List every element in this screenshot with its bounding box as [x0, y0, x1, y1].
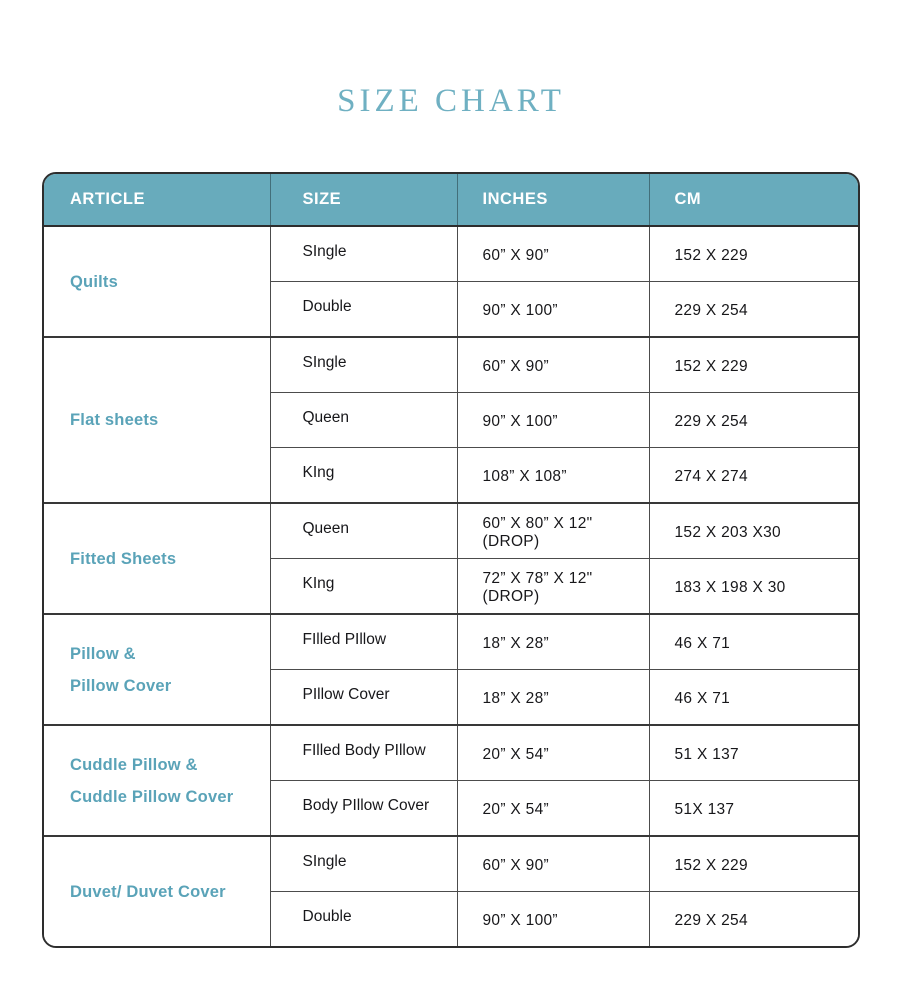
article-cell-pillow: [44, 614, 270, 725]
size-chart-table: [42, 172, 860, 948]
size-cell: Queen: [270, 503, 457, 559]
size-cell: PIllow Cover: [270, 670, 457, 726]
table-row: [44, 836, 858, 892]
page-title: SIZE CHART: [337, 83, 565, 119]
cm-cell: 152 X 229: [649, 337, 858, 393]
article-cell-quilts: [44, 226, 270, 337]
size-cell: SIngle: [270, 337, 457, 393]
cm-cell: 274 X 274: [649, 448, 858, 504]
cm-cell: 183 X 198 X 30: [649, 559, 858, 615]
article-label: Pillow Cover: [70, 676, 172, 695]
inches-cell: 60” X 90”: [457, 836, 649, 892]
inches-cell: 18” X 28”: [457, 614, 649, 670]
size-cell: SIngle: [270, 836, 457, 892]
inches-cell: 60” X 90”: [457, 337, 649, 393]
article-label: Fitted Sheets: [70, 549, 177, 568]
size-chart: [44, 174, 858, 946]
inches-cell: 90” X 100”: [457, 393, 649, 448]
inches-cell: 18” X 28”: [457, 670, 649, 726]
article-label: Duvet/ Duvet Cover: [70, 882, 226, 901]
inches-cell: 20” X 54”: [457, 725, 649, 781]
article-label: Cuddle Pillow Cover: [70, 787, 234, 806]
cm-cell: 229 X 254: [649, 282, 858, 338]
header-row: [44, 174, 858, 226]
cm-cell: 229 X 254: [649, 393, 858, 448]
article-cell-cuddle-pillow: [44, 725, 270, 836]
inches-cell: 20” X 54”: [457, 781, 649, 837]
table-row: [44, 337, 858, 393]
size-cell: FIlled Body PIllow: [270, 725, 457, 781]
cm-cell: 51X 137: [649, 781, 858, 837]
size-cell: Double: [270, 282, 457, 338]
header-size: SIZE: [270, 174, 457, 226]
inches-cell: 60” X 80” X 12"(DROP): [457, 503, 649, 559]
cm-cell: 229 X 254: [649, 892, 858, 947]
table-row: [44, 503, 858, 559]
size-cell: Double: [270, 892, 457, 947]
article-label: Flat sheets: [70, 411, 159, 429]
article-cell-duvet: [44, 836, 270, 946]
size-cell: Queen: [270, 393, 457, 448]
cm-cell: 51 X 137: [649, 725, 858, 781]
inches-cell: 108” X 108”: [457, 448, 649, 504]
article-label: Quilts: [70, 272, 118, 291]
header-inches: INCHES: [457, 174, 649, 226]
inches-cell: 72” X 78” X 12"(DROP): [457, 559, 649, 615]
header-cm: CM: [649, 174, 858, 226]
cm-cell: 46 X 71: [649, 670, 858, 726]
article-cell-fitted-sheets: [44, 503, 270, 614]
article-label: Cuddle Pillow &: [70, 755, 198, 774]
inches-cell: 90” X 100”: [457, 892, 649, 947]
size-cell: Body PIllow Cover: [270, 781, 457, 837]
article-label: Pillow &: [70, 644, 136, 663]
cm-cell: 46 X 71: [649, 614, 858, 670]
cm-cell: 152 X 203 X30: [649, 503, 858, 559]
header-article: ARTICLE: [44, 174, 270, 226]
table-row: [44, 614, 858, 670]
inches-cell: 60” X 90”: [457, 226, 649, 282]
size-cell: KIng: [270, 559, 457, 615]
cm-cell: 152 X 229: [649, 226, 858, 282]
size-cell: FIlled PIllow: [270, 614, 457, 670]
size-cell: SIngle: [270, 226, 457, 282]
table-row: [44, 226, 858, 282]
table-row: [44, 725, 858, 781]
size-cell: KIng: [270, 448, 457, 504]
inches-cell: 90” X 100”: [457, 282, 649, 338]
cm-cell: 152 X 229: [649, 836, 858, 892]
article-cell-flat-sheets: [44, 337, 270, 503]
